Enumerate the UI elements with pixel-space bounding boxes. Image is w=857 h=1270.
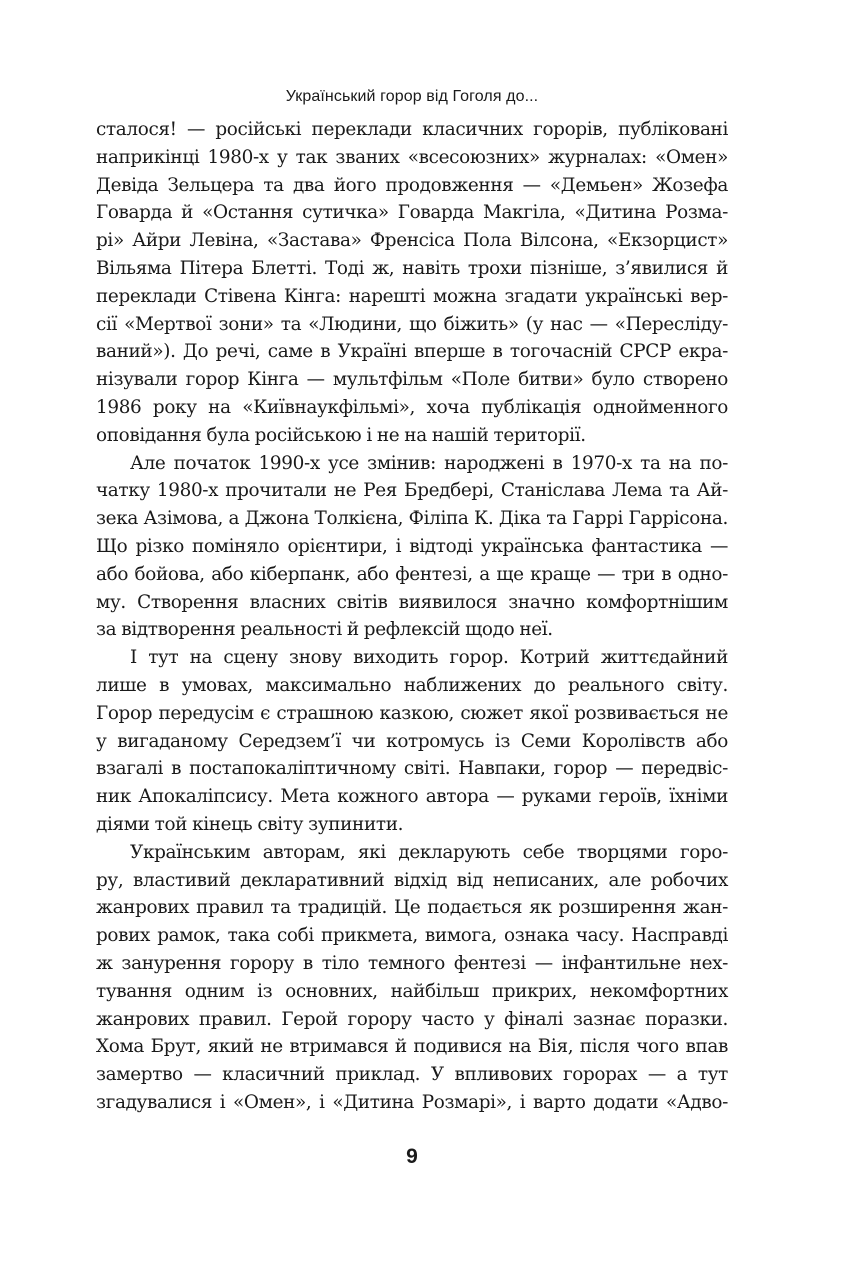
paragraph-1: [96, 116, 728, 450]
text-line: му. Створення власних світів виявилося значно комфортнішим: [96, 591, 728, 613]
text-line: ник Апокаліпсису. Мета кожного автора — руками героїв, їхніми: [96, 786, 728, 808]
text-line: Девіда Зельцера та два його продовження — «Демьен» Жозефа: [96, 174, 728, 196]
text-line: рі» Айри Левіна, «Застава» Френсіса Пола Вілсона, «Екзорцист»: [96, 230, 728, 252]
text-line: зека Азімова, а Джона Толкієна, Філіпа К. Діка та Гаррі Гаррісона.: [96, 508, 728, 530]
text-line: тування одним із основних, найбільш прикрих, некомфортних: [96, 980, 728, 1002]
text-line: ваний»). До речі, саме в Україні вперше в тогочасній СРСР екра-: [96, 341, 728, 363]
text-line: Що різко поміняло орієнтири, і відтоді українська фантастика —: [96, 535, 728, 557]
text-line: Українським авторам, які декларують себе творцями горо-: [130, 841, 728, 863]
page-number: 9: [406, 1145, 418, 1168]
text-line: рових рамок, така собі прикмета, вимога, ознака часу. Насправді: [96, 925, 728, 947]
text-line: у вигаданому Середзем’ї чи котромусь із Семи Королівств або: [96, 730, 728, 752]
text-line: ру, властивий декларативний відхід від неписаних, але робочих: [96, 869, 728, 891]
body-text: [96, 116, 728, 1117]
text-line: замертво — класичний приклад. У впливових горорах — а тут: [96, 1064, 728, 1086]
text-line: або бойова, або кіберпанк, або фентезі, а ще краще — три в одно-: [96, 563, 728, 585]
paragraph-4: [96, 839, 728, 1117]
text-line: чатку 1980-х прочитали не Рея Бредбері, Станіслава Лема та Ай-: [96, 480, 728, 502]
text-line: Вільяма Пітера Блетті. Тоді ж, навіть трохи пізніше, з’явилися й: [96, 257, 728, 279]
text-line: ж занурення горору в тіло темного фентезі — інфантильне нех-: [96, 952, 728, 974]
text-line: 1986 року на «Київнаукфільмі», хоча публікація однойменного: [96, 396, 728, 418]
text-line: за відтворення реальності й рефлексій щодо неї.: [96, 619, 553, 641]
text-line: переклади Стівена Кінга: нарешті можна згадати українські вер-: [96, 285, 728, 307]
text-line: згадувалися і «Омен», і «Дитина Розмарі», і варто додати «Адво-: [96, 1091, 728, 1113]
text-line: діями той кінець світу зупинити.: [96, 813, 404, 835]
text-line: Говарда й «Остання сутичка» Говарда Макгіла, «Дитина Розма-: [96, 202, 728, 224]
text-line: жанрових правил. Герой горору часто у фіналі зазнає поразки.: [96, 1008, 728, 1030]
text-line: нізували горор Кінга — мультфільм «Поле битви» було створено: [96, 369, 728, 391]
text-line: Горор передусім є страшною казкою, сюжет якої розвивається не: [96, 702, 728, 724]
text-line: сталося! — російські переклади класичних горорів, публіковані: [96, 119, 728, 140]
text-line: Хома Брут, який не втримався й подивися на Вія, після чого впав: [96, 1036, 728, 1058]
text-line: Але початок 1990-х усе змінив: народжені в 1970-х та на по-: [130, 452, 728, 474]
text-line: лише в умовах, максимально наближених до реального світу.: [96, 674, 728, 696]
running-head-title: Український горор від Гоголя до...: [285, 88, 539, 105]
text-line: оповідання була російською і не на нашій території.: [96, 424, 586, 446]
text-line: взагалі в постапокаліптичному світі. Навпаки, горор — передвіс-: [96, 758, 728, 780]
text-line: жанрових правил та традицій. Це подається як розширення жан-: [96, 897, 728, 919]
paragraph-3: [96, 644, 728, 839]
text-line: наприкінці 1980-х у так званих «всесоюзних» журналах: «Омен»: [96, 146, 728, 168]
text-line: сії «Мертвої зони» та «Людини, що біжить» (у нас — «Пересліду-: [96, 313, 728, 335]
text-line: І тут на сцену знову виходить горор. Котрий життєдайний: [130, 647, 728, 669]
paragraph-2: [96, 450, 728, 645]
